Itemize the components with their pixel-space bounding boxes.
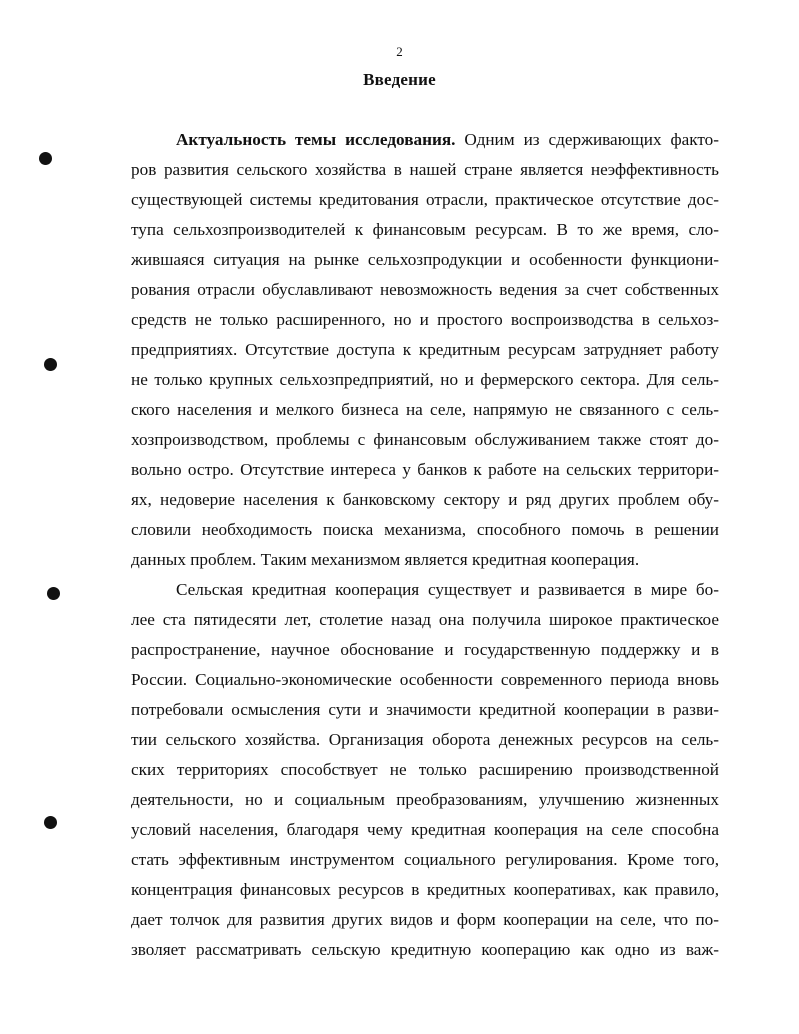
- section-heading: Введение: [363, 70, 436, 89]
- paragraph-1-lead: Актуальность темы исследования.: [176, 130, 456, 149]
- paragraph-1-line: хозпроизводством, проблемы с финансовым обслуживанием также стоят до-: [131, 430, 719, 449]
- paragraph-2-line: зволяет рассматривать сельскую кредитную кооперацию как одно из важ-: [131, 940, 719, 959]
- paragraph-2-line: распространение, научное обоснование и государственную поддержку и в: [131, 640, 719, 659]
- paragraph-1-line: тупа сельхозпроизводителей к финансовым ресурсам. В то же время, сло-: [131, 220, 719, 239]
- paragraph-1-line: вольно остро. Отсутствие интереса у банков к работе на сельских территори-: [131, 460, 719, 479]
- paragraph-1-line: средств не только расширенного, но и простого воспроизводства в сельхоз-: [131, 310, 719, 329]
- binder-hole-4: [44, 816, 57, 829]
- paragraph-1-line: жившаяся ситуация на рынке сельхозпродукции и особенности функциони-: [131, 250, 719, 269]
- paragraph-2-line: стать эффективным инструментом социального регулирования. Кроме того,: [131, 850, 719, 869]
- paragraph-2-line: тии сельского хозяйства. Организация оборота денежных ресурсов на сель-: [131, 730, 719, 749]
- paragraph-1-line: предприятиях. Отсутствие доступа к кредитным ресурсам затрудняет работу: [131, 340, 719, 359]
- binder-hole-1: [39, 152, 52, 165]
- paragraph-2-line: ских территориях способствует не только расширению производственной: [131, 760, 719, 779]
- paragraph-1-line: рования отрасли обуславливают невозможность ведения за счет собственных: [131, 280, 719, 299]
- paragraph-2-line: потребовали осмысления сути и значимости кредитной кооперации в разви-: [131, 700, 719, 719]
- paragraph-1-line: существующей системы кредитования отрасли, практическое отсутствие дос-: [131, 190, 719, 209]
- paragraph-1-line: не только крупных сельхозпредприятий, но и фермерского сектора. Для сель-: [131, 370, 719, 389]
- paragraph-1-line: ского населения и мелкого бизнеса на селе, напрямую не связанного с сель-: [131, 400, 719, 419]
- paragraph-1-line: ях, недоверие населения к банковскому сектору и ряд других проблем обу-: [131, 490, 719, 509]
- paragraph-2-line: концентрация финансовых ресурсов в кредитных кооперативах, как правило,: [131, 880, 719, 899]
- paragraph-2-line: дает толчок для развития других видов и форм кооперации на селе, что по-: [131, 910, 719, 929]
- paragraph-2-line: Сельская кредитная кооперация существует и развивается в мире бо-: [176, 580, 719, 599]
- paragraph-2-line: деятельности, но и социальным преобразованиям, улучшению жизненных: [131, 790, 719, 809]
- binder-hole-3: [47, 587, 60, 600]
- paragraph-2-line: России. Социально-экономические особенности современного периода вновь: [131, 670, 719, 689]
- binder-hole-2: [44, 358, 57, 371]
- paragraph-2-line: условий населения, благодаря чему кредитная кооперация на селе способна: [131, 820, 719, 839]
- paragraph-1-line: словили необходимость поиска механизма, способного помочь в решении: [131, 520, 719, 539]
- page-number: 2: [396, 44, 403, 59]
- paragraph-1-first-line-rest: Одним из сдерживающих факто-: [455, 130, 719, 149]
- paragraph-1-first-line: [176, 125, 719, 155]
- paragraph-1-line: ров развития сельского хозяйства в нашей стране является неэффективность: [131, 160, 719, 179]
- paragraph-1-line: данных проблем. Таким механизмом является кредитная кооперация.: [131, 550, 640, 569]
- paragraph-2-line: лее ста пятидесяти лет, столетие назад она получила широкое практическое: [131, 610, 719, 629]
